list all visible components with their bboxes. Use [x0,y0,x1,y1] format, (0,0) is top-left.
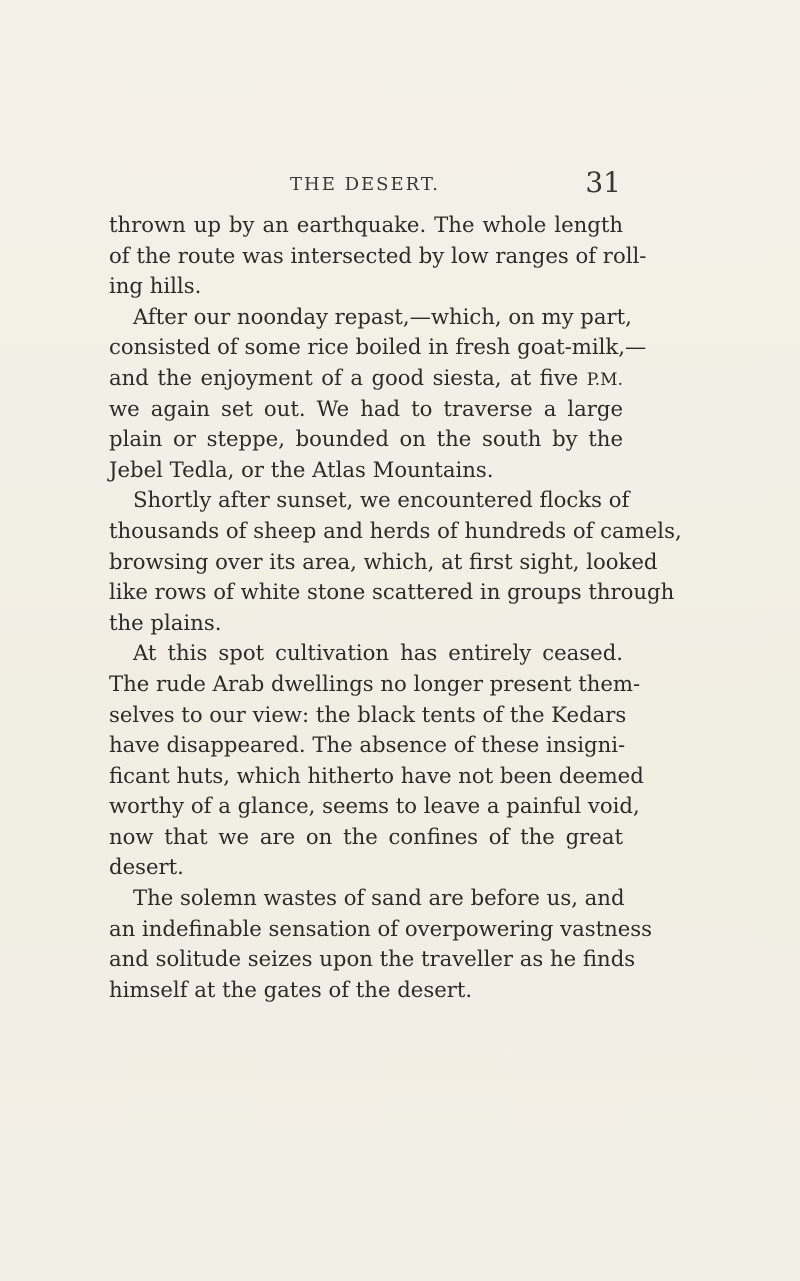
text-line: ficant huts, which hitherto have not been deemed [109,762,644,788]
running-head [109,168,621,198]
text-line: and solitude seizes upon the traveller as he finds [109,946,636,972]
text-line: thrown up by an earthquake. The whole length [109,212,623,237]
text-line: an indefinable sensation of overpowering vastness [109,915,653,941]
text-line: consisted of some rice boiled in fresh goat-milk,— [109,334,647,360]
page-number: 31 [585,166,621,199]
body-text [109,210,682,1005]
text-line: desert. [109,854,184,880]
text-line: Jebel Tedla, or the Atlas Mountains. [109,456,494,482]
running-title: THE DESERT. [290,174,440,195]
text-line: plain or steppe, bounded on the south by the [109,426,623,452]
text-line: of the route was intersected by low ranges of roll- [109,242,647,268]
text-line: we again set out. We had to traverse a large [109,395,623,421]
paragraph-start-line: The solemn wastes of sand are before us, and [133,885,625,911]
text-line-part: and the enjoyment of a good siesta, at five [109,364,579,390]
text-line: now that we are on the confines of the great [109,823,623,849]
text-line: have disappeared. The absence of these insigni- [109,732,626,758]
text-line: thousands of sheep and herds of hundreds of camels, [109,517,682,543]
paragraph-start-line: After our noonday repast,—which, on my part, [133,303,632,329]
text-line: ing hills. [109,273,202,299]
text-line: selves to our view: the black tents of the Kedars [109,701,627,727]
text-line [109,363,623,394]
text-line: The rude Arab dwellings no longer present them- [109,670,641,696]
text-line: browsing over its area, which, at first sight, looked [109,548,658,574]
time-abbreviation: P.M. [586,369,623,390]
text-line: himself at the gates of the desert. [109,976,473,1002]
paragraph-start-line: At this spot cultivation has entirely ceased. [133,640,623,666]
text-line: worthy of a glance, seems to leave a painful void, [109,793,640,819]
text-line: like rows of white stone scattered in groups through [109,579,675,605]
text-line: the plains. [109,609,222,635]
paragraph-start-line: Shortly after sunset, we encountered flocks of [133,487,630,513]
